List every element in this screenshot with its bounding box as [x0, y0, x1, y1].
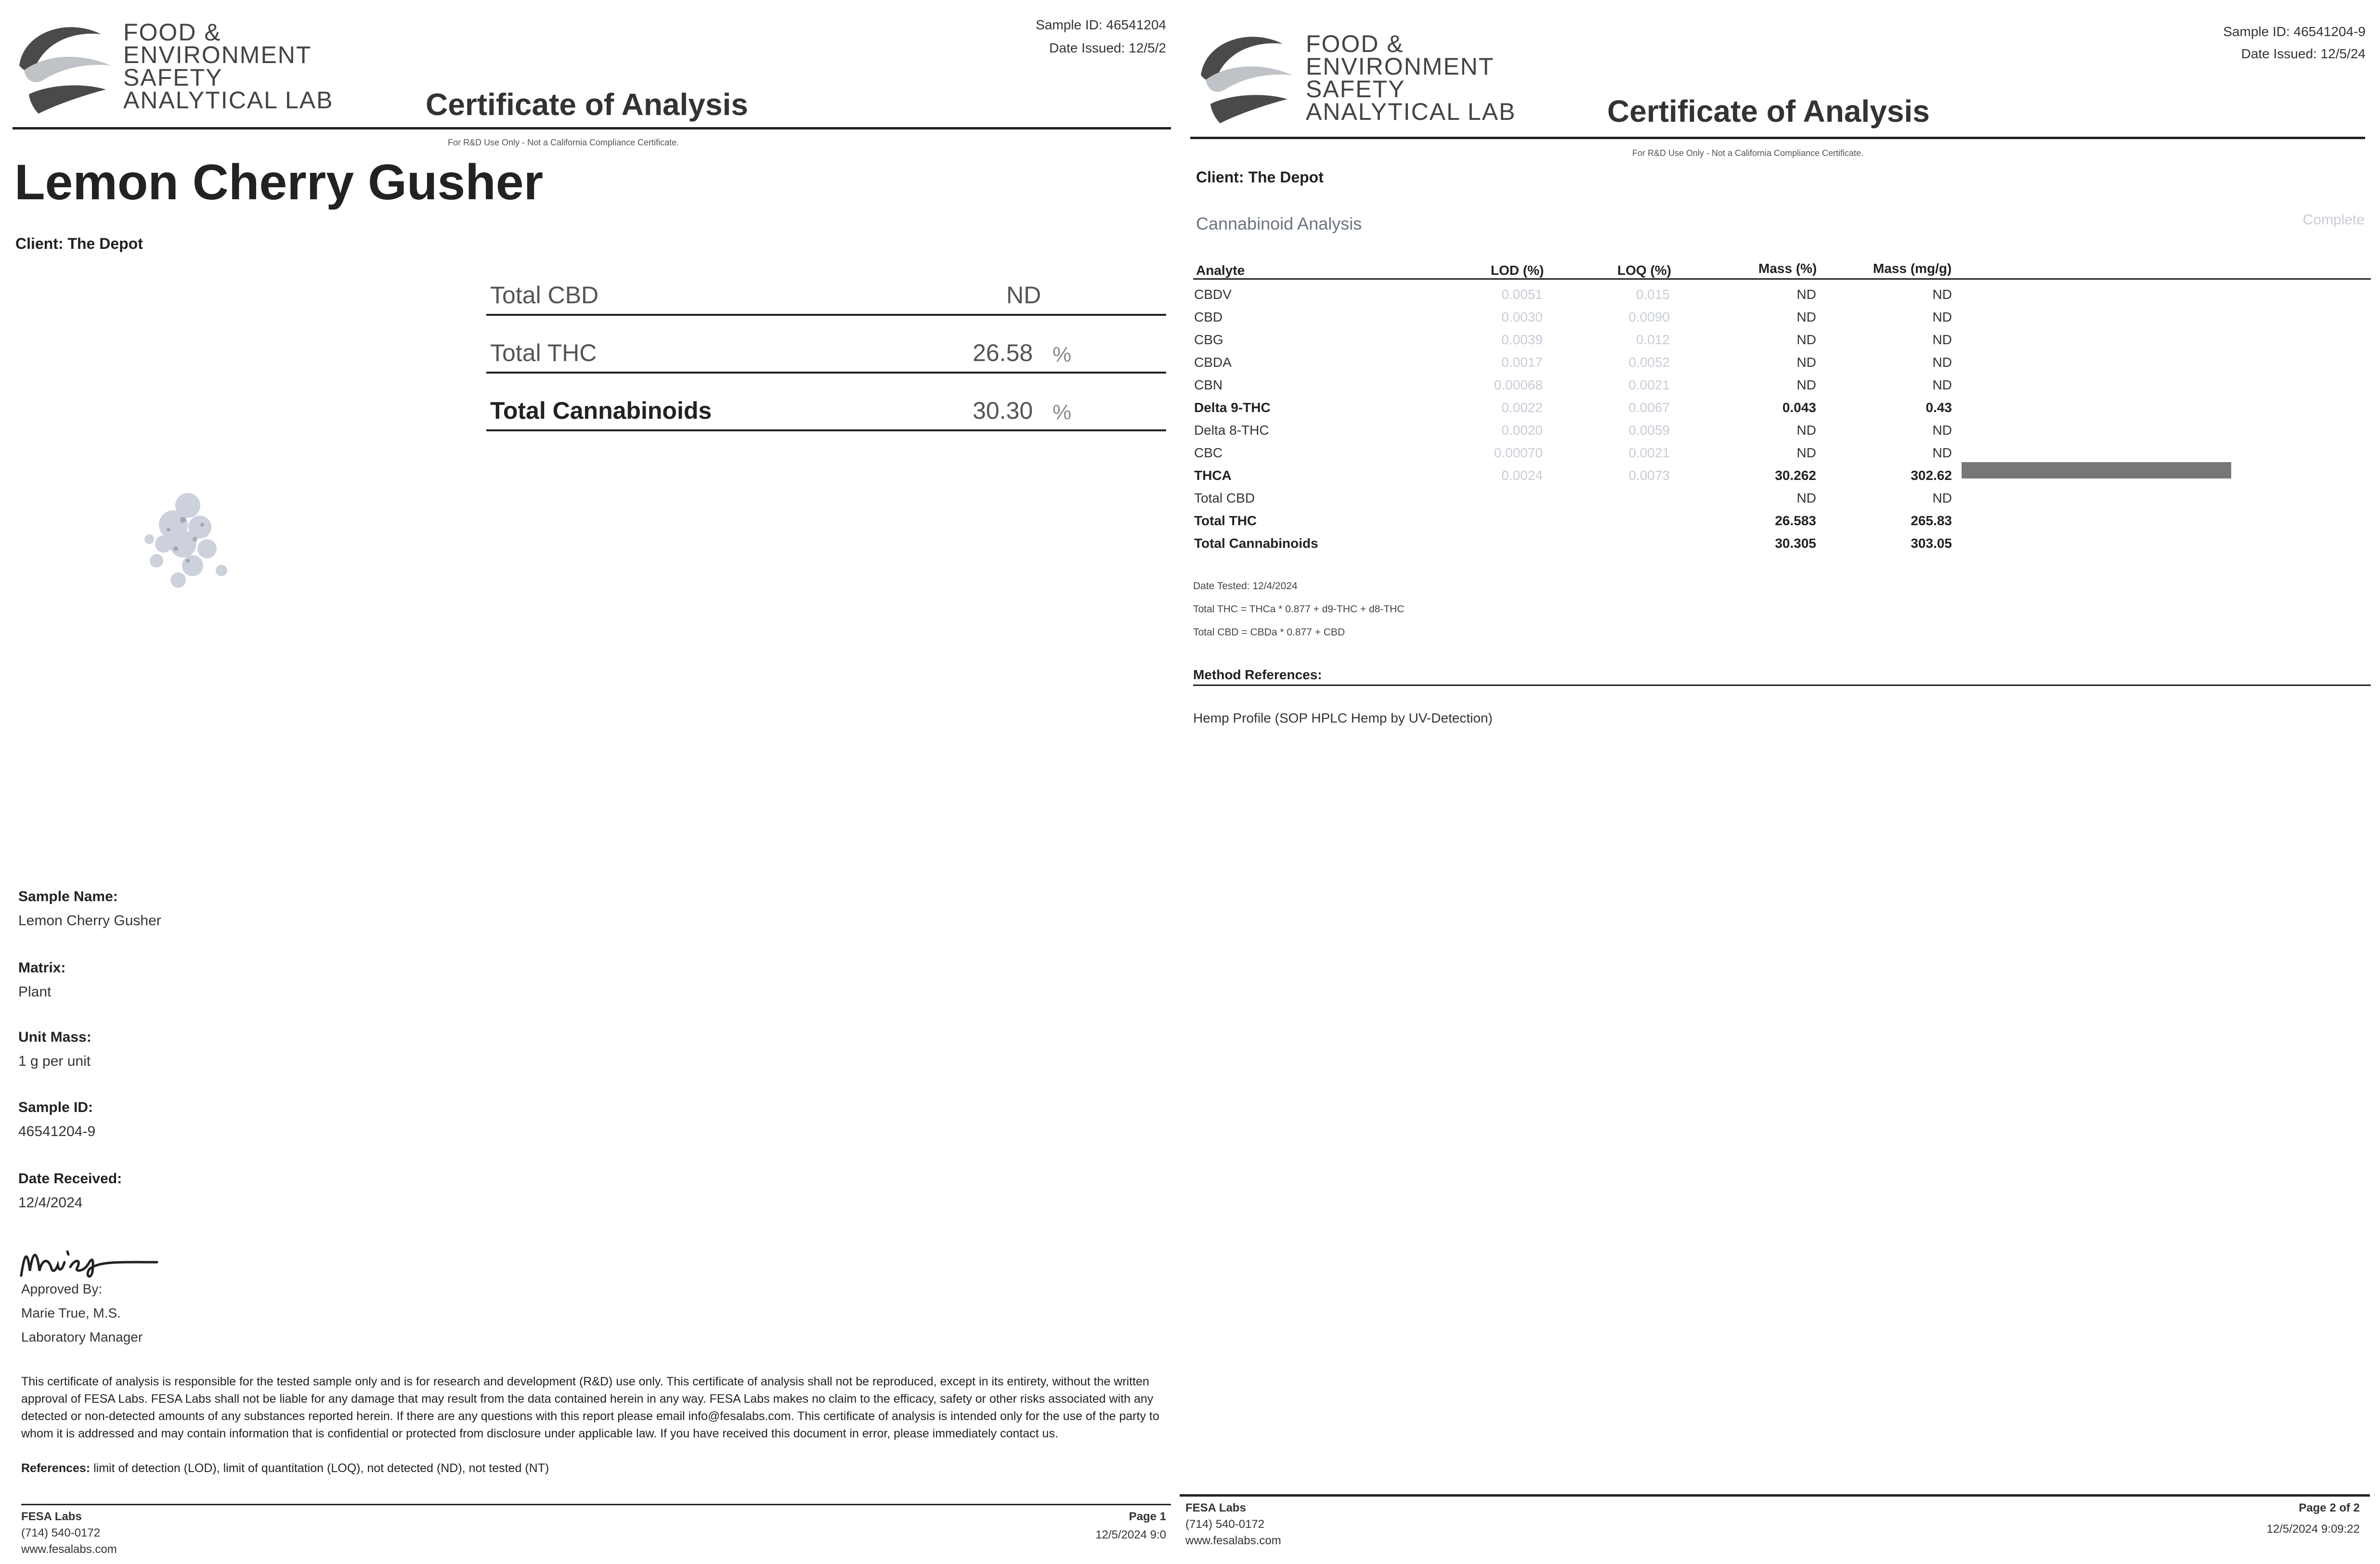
table-cell-loq: 0.0067: [1628, 400, 1670, 415]
summary-value: 26.58: [973, 339, 1033, 366]
method-reference-text: Hemp Profile (SOP HPLC Hemp by UV-Detection): [1193, 711, 1493, 725]
section-title: Cannabinoid Analysis: [1196, 214, 1362, 233]
table-cell-analyte: CBDA: [1194, 355, 1232, 370]
table-cell-analyte: CBN: [1194, 377, 1223, 392]
summary-underline: [486, 429, 1166, 431]
logo-line-4: ANALYTICAL LAB: [123, 87, 334, 114]
formula-total-thc: Total THC = THCa * 0.877 + d9-THC + d8-THC: [1193, 604, 1405, 615]
field-label-sample-id: Sample ID:: [18, 1099, 93, 1115]
field-label-unit-mass: Unit Mass:: [18, 1029, 91, 1045]
method-divider: [1193, 685, 2371, 686]
table-cell-analyte: CBD: [1194, 310, 1223, 324]
table-cell-loq: 0.0090: [1628, 310, 1670, 324]
logo-line-3: SAFETY: [123, 64, 223, 91]
field-value-sample-name: Lemon Cherry Gusher: [18, 913, 161, 929]
table-cell-analyte: THCA: [1194, 468, 1232, 483]
summary-row-total-cbd: [486, 277, 1166, 316]
approver-signature: [17, 1237, 171, 1285]
references-label: References:: [21, 1461, 91, 1475]
client-name: Client: The Depot: [1196, 168, 1324, 186]
field-label-matrix: Matrix:: [18, 960, 66, 976]
summary-row-total-cannabinoids: [486, 393, 1166, 431]
analysis-status: Complete: [2302, 212, 2365, 228]
table-cell-lod: 0.0024: [1501, 468, 1543, 483]
col-lod: LOD (%): [1491, 263, 1544, 278]
summary-label: Total CBD: [490, 282, 599, 309]
header-divider: [13, 127, 1171, 129]
table-cell-loq: 0.0073: [1628, 468, 1670, 483]
table-cell-mass-mg: ND: [1932, 355, 1952, 370]
field-value-unit-mass: 1 g per unit: [18, 1053, 91, 1069]
footer-company: FESA Labs: [1185, 1501, 1246, 1514]
certificate-title: Certificate of Analysis: [1607, 94, 1930, 129]
table-cell-loq: 0.0052: [1628, 355, 1670, 370]
logo-wordmark: [123, 21, 334, 112]
logo-line-2: ENVIRONMENT: [123, 41, 312, 68]
footer-company: FESA Labs: [21, 1510, 82, 1523]
table-cell-mass-mg: ND: [1932, 423, 1952, 438]
footer-divider: [21, 1504, 1171, 1505]
table-cell-mass-pct: 30.262: [1775, 468, 1816, 483]
date-tested: Date Tested: 12/4/2024: [1193, 581, 1298, 592]
table-cell-analyte: Total CBD: [1194, 491, 1255, 505]
summary-unit: %: [1053, 401, 1072, 424]
summary-unit: %: [1053, 343, 1072, 366]
footer-divider: [1180, 1494, 2370, 1497]
table-cell-mass-pct: ND: [1796, 310, 1816, 324]
logo-line-1: FOOD &: [1306, 30, 1404, 57]
compliance-disclaimer: For R&D Use Only - Not a California Compliance Certificate.: [448, 138, 679, 147]
coa-page-2: [1171, 0, 2380, 1564]
table-cell-lod: 0.0017: [1501, 355, 1543, 370]
method-references-label: Method References:: [1193, 667, 1322, 682]
table-cell-mass-pct: 0.043: [1782, 400, 1816, 415]
redaction-bar: [1962, 462, 2231, 478]
references-line: [21, 1461, 549, 1475]
formula-total-cbd: Total CBD = CBDa * 0.877 + CBD: [1193, 627, 1345, 638]
table-cell-mass-pct: ND: [1796, 332, 1816, 347]
col-loq: LOQ (%): [1617, 263, 1671, 278]
table-cell-lod: 0.0022: [1501, 400, 1543, 415]
col-analyte: Analyte: [1196, 263, 1245, 278]
table-cell-mass-pct: ND: [1796, 423, 1816, 438]
field-label-date-received: Date Received:: [18, 1171, 122, 1187]
footer-website: www.fesalabs.com: [21, 1543, 117, 1556]
table-cell-mass-mg: 302.62: [1911, 468, 1952, 483]
table-cell-lod: 0.0030: [1501, 310, 1543, 324]
summary-label: Total THC: [490, 339, 597, 366]
approver-title: Laboratory Manager: [21, 1330, 143, 1344]
fesa-logo-icon: [1191, 22, 1297, 133]
table-cell-lod: 0.0020: [1501, 423, 1543, 438]
footer-phone: (714) 540-0172: [1185, 1518, 1265, 1531]
logo-line-4: ANALYTICAL LAB: [1306, 98, 1516, 125]
product-title: Lemon Cherry Gusher: [14, 155, 544, 210]
table-cell-loq: 0.0021: [1628, 445, 1670, 460]
legal-disclaimer: This certificate of analysis is responsible for the tested sample only and is for research and development (R&D) use only. This certificate of analysis shall not be reproduced, except in its entirety, without the written approval of FESA Labs. FESA Labs shall not be liable for any damage that may result from the data contained herein in any way. FESA Labs makes no claim to the efficacy, safety or other risks associated with any detected or non-detected amounts of any substances reported herein. If there are any questions with this report please email info@fesalabs.com. This certificate of analysis is intended only for the use of the party to whom it is addressed and may contain information that is confidential or protected from disclosure under applicable law. If you have received this document in error, please immediately contact us.: [21, 1375, 1159, 1440]
table-cell-mass-mg: 303.05: [1911, 536, 1952, 551]
table-cell-analyte: Total THC: [1194, 513, 1257, 528]
table-cell-mass-pct: ND: [1796, 287, 1816, 302]
fesa-logo-icon: [10, 13, 116, 123]
col-mass-mg: Mass (mg/g): [1873, 261, 1952, 276]
footer-contact: [1185, 1500, 1281, 1549]
table-cell-mass-pct: 30.305: [1775, 536, 1816, 551]
summary-value: ND: [1006, 282, 1041, 309]
footer-datetime: 12/5/2024 9:09:22: [2266, 1523, 2360, 1536]
sample-id-header: Sample ID: 46541204-9: [2223, 24, 2366, 39]
table-cell-mass-pct: 26.583: [1775, 513, 1816, 528]
date-issued-header: Date Issued: 12/5/24: [2241, 46, 2366, 61]
client-name: Client: The Depot: [15, 235, 143, 252]
compliance-disclaimer: For R&D Use Only - Not a California Compliance Certificate.: [1632, 148, 1864, 158]
field-value-matrix: Plant: [18, 984, 52, 1000]
table-cell-mass-mg: ND: [1932, 491, 1952, 505]
table-cell-analyte: CBG: [1194, 332, 1223, 347]
field-value-date-received: 12/4/2024: [18, 1195, 83, 1211]
footer-contact: [21, 1509, 117, 1558]
field-label-sample-name: Sample Name:: [18, 889, 118, 905]
logo-line-3: SAFETY: [1306, 76, 1405, 103]
table-cell-mass-pct: ND: [1796, 377, 1816, 392]
footer-website: www.fesalabs.com: [1185, 1534, 1281, 1547]
table-cell-analyte: CBC: [1194, 445, 1223, 460]
table-cell-lod: 0.00068: [1494, 377, 1543, 392]
references-text: limit of detection (LOD), limit of quantitation (LOQ), not detected (ND), not tested (NT): [93, 1461, 549, 1475]
summary-label: Total Cannabinoids: [490, 397, 712, 424]
sample-id-header: Sample ID: 46541204: [1036, 17, 1166, 32]
footer-page-number: Page 2 of 2: [2299, 1501, 2360, 1514]
table-cell-mass-mg: ND: [1932, 310, 1952, 324]
table-cell-mass-mg: 265.83: [1911, 513, 1952, 528]
sample-photo: [111, 467, 265, 616]
table-cell-mass-pct: ND: [1796, 491, 1816, 505]
table-cell-mass-mg: 0.43: [1925, 400, 1952, 415]
col-mass-pct: Mass (%): [1758, 261, 1817, 276]
table-cell-mass-pct: ND: [1796, 355, 1816, 370]
logo-line-2: ENVIRONMENT: [1306, 53, 1495, 80]
summary-value: 30.30: [973, 397, 1033, 424]
logo-line-1: FOOD &: [123, 19, 221, 46]
table-cell-lod: 0.0039: [1501, 332, 1543, 347]
footer-datetime: 12/5/2024 9:0: [1095, 1528, 1166, 1541]
table-cell-loq: 0.015: [1636, 287, 1670, 302]
approver-name: Marie True, M.S.: [21, 1305, 121, 1320]
field-value-sample-id: 46541204-9: [18, 1124, 96, 1139]
coa-page-1: [0, 0, 1171, 1564]
table-cell-lod: 0.0051: [1501, 287, 1543, 302]
table-cell-loq: 0.012: [1636, 332, 1670, 347]
table-cell-mass-mg: ND: [1932, 287, 1952, 302]
table-cell-mass-mg: ND: [1932, 332, 1952, 347]
logo-wordmark: [1306, 30, 1516, 125]
table-cell-loq: 0.0059: [1628, 423, 1670, 438]
summary-underline: [486, 314, 1166, 316]
certificate-title: Certificate of Analysis: [426, 87, 748, 122]
approved-by-label: Approved By:: [21, 1281, 103, 1296]
table-cell-analyte: Delta 9-THC: [1194, 400, 1271, 415]
table-cell-lod: 0.00070: [1494, 445, 1543, 460]
footer-page-number: Page 1: [1129, 1510, 1166, 1523]
table-cell-loq: 0.0021: [1628, 377, 1670, 392]
table-cell-mass-mg: ND: [1932, 445, 1952, 460]
date-issued-header: Date Issued: 12/5/2: [1049, 40, 1166, 55]
summary-underline: [486, 372, 1166, 374]
footer-phone: (714) 540-0172: [21, 1526, 101, 1539]
header-divider: [1190, 137, 2365, 139]
table-cell-analyte: Total Cannabinoids: [1194, 536, 1318, 551]
table-cell-mass-pct: ND: [1796, 445, 1816, 460]
table-header-divider: [1193, 278, 2371, 280]
table-cell-analyte: Delta 8-THC: [1194, 423, 1269, 438]
table-cell-mass-mg: ND: [1932, 377, 1952, 392]
summary-row-total-thc: [486, 335, 1166, 374]
table-cell-analyte: CBDV: [1194, 287, 1232, 302]
